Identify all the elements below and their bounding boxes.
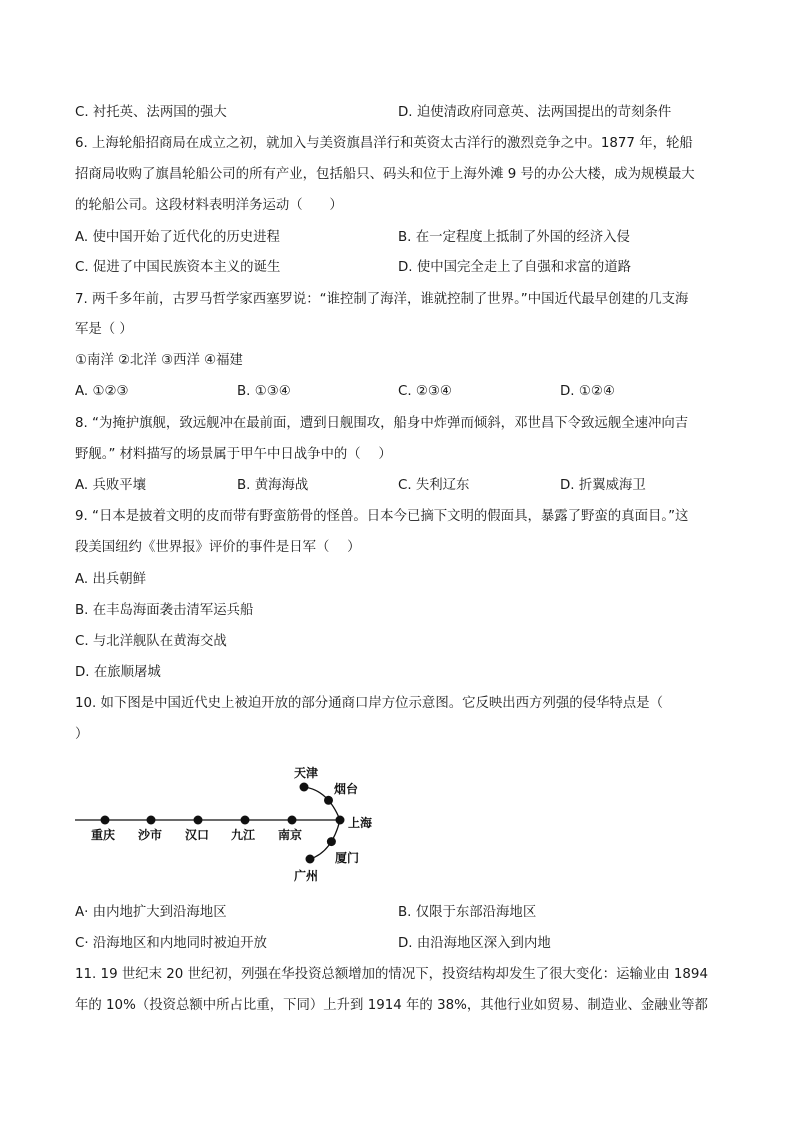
q7-option-b: B. ①③④	[237, 384, 291, 399]
q9-option-b: B. 在丰岛海面袭击清军运兵船	[75, 603, 254, 618]
q10-stem-line-2: ）	[75, 727, 89, 742]
q8-stem-line-2: 野舰。” 材料描写的场景属于甲午中日战争中的（ ）	[75, 447, 392, 462]
q5-option-c: C. 衬托英、法两国的强大	[75, 105, 227, 120]
q8-option-c: C. 失利辽东	[398, 478, 470, 493]
port-label-nanjing: 南京	[277, 828, 303, 842]
q10-option-c: C· 沿海地区和内地同时被迫开放	[75, 936, 267, 951]
q10-option-a: A· 由内地扩大到沿海地区	[75, 905, 227, 920]
port-dot-shanghai	[336, 816, 345, 825]
q6-stem-line-1: 6. 上海轮船招商局在成立之初，就加入与美资旗昌洋行和英资太古洋行的激烈竞争之中。1877 年，轮船	[75, 136, 693, 151]
port-dot-xiamen	[327, 837, 336, 846]
q6-option-a: A. 使中国开始了近代化的历史进程	[75, 230, 280, 245]
port-label-jiujiang: 九江	[230, 828, 256, 842]
port-dot-yantai	[324, 796, 333, 805]
q8-stem-line-1: 8. “为掩护旗舰，致远舰冲在最前面，遭到日舰围攻，船身中炸弹而倾斜，邓世昌下令致远舰全速冲向吉	[75, 416, 689, 431]
q7-option-c: C. ②③④	[398, 384, 452, 399]
q8-option-b: B. 黄海海战	[237, 478, 309, 493]
q10-option-b: B. 仅限于东部沿海地区	[398, 905, 537, 920]
q6-option-b: B. 在一定程度上抵制了外国的经济入侵	[398, 230, 630, 245]
port-dot-nanjing	[288, 816, 297, 825]
treaty-port-diagram	[70, 760, 390, 888]
port-label-hankou: 汉口	[184, 828, 210, 842]
port-label-chongqing: 重庆	[90, 828, 116, 842]
q8-option-d: D. 折翼威海卫	[560, 478, 646, 493]
port-dot-hankou	[194, 816, 203, 825]
port-label-tianjin: 天津	[293, 766, 319, 780]
q8-option-a: A. 兵败平壤	[75, 478, 146, 493]
q6-option-c: C. 促进了中国民族资本主义的诞生	[75, 260, 281, 275]
port-dot-jiujiang	[241, 816, 250, 825]
q7-stem-line-1: 7. 两千多年前，古罗马哲学家西塞罗说：“谁控制了海洋，谁就控制了世界。”中国近代最早创建的几支海	[75, 292, 689, 307]
q9-option-d: D. 在旅顺屠城	[75, 665, 161, 680]
q9-option-a: A. 出兵朝鲜	[75, 572, 146, 587]
port-dot-shashi	[147, 816, 156, 825]
q10-option-d: D. 由沿海地区深入到内地	[398, 936, 551, 951]
q5-option-d: D. 迫使清政府同意英、法两国提出的苛刻条件	[398, 105, 672, 120]
port-dot-tianjin	[300, 783, 309, 792]
q7-option-d: D. ①②④	[560, 384, 615, 399]
port-label-shashi: 沙市	[137, 828, 163, 842]
q6-stem-line-3: 的轮船公司。这段材料表明洋务运动（ ）	[75, 198, 343, 213]
q7-stem-line-2: 军是（ ）	[75, 322, 133, 337]
q9-option-c: C. 与北洋舰队在黄海交战	[75, 634, 227, 649]
q11-stem-line-2: 年的 10%（投资总额中所占比重，下同）上升到 1914 年的 38%，其他行业如贸易、制造业、金融业等都	[75, 998, 708, 1013]
port-label-yantai: 烟台	[334, 782, 359, 796]
port-label-xiamen: 厦门	[335, 851, 360, 865]
q9-stem-line-1: 9. “日本是披着文明的皮而带有野蛮筋骨的怪兽。日本今已摘下文明的假面具，暴露了野蛮的真面目。”这	[75, 509, 689, 524]
q7-option-a: A. ①②③	[75, 384, 129, 399]
q6-option-d: D. 使中国完全走上了自强和求富的道路	[398, 260, 632, 275]
port-dot-guangzhou	[306, 855, 315, 864]
port-label-guangzhou: 广州	[293, 869, 319, 883]
q10-stem-line-1: 10. 如下图是中国近代史上被迫开放的部分通商口岸方位示意图。它反映出西方列强的侵华特点是（	[75, 696, 663, 711]
q7-items: ①南洋 ②北洋 ③西洋 ④福建	[75, 353, 243, 368]
q11-stem-line-1: 11. 19 世纪末 20 世纪初，列强在华投资总额增加的情况下，投资结构却发生了很大变化：运输业由 1894	[75, 967, 708, 982]
q9-stem-line-2: 段美国纽约《世界报》评价的事件是日军（ ）	[75, 540, 361, 555]
port-label-shanghai: 上海	[348, 816, 373, 830]
port-dot-chongqing	[101, 816, 110, 825]
q6-stem-line-2: 招商局收购了旗昌轮船公司的所有产业，包括船只、码头和位于上海外滩 9 号的办公大楼，成为规模最大	[75, 167, 695, 182]
